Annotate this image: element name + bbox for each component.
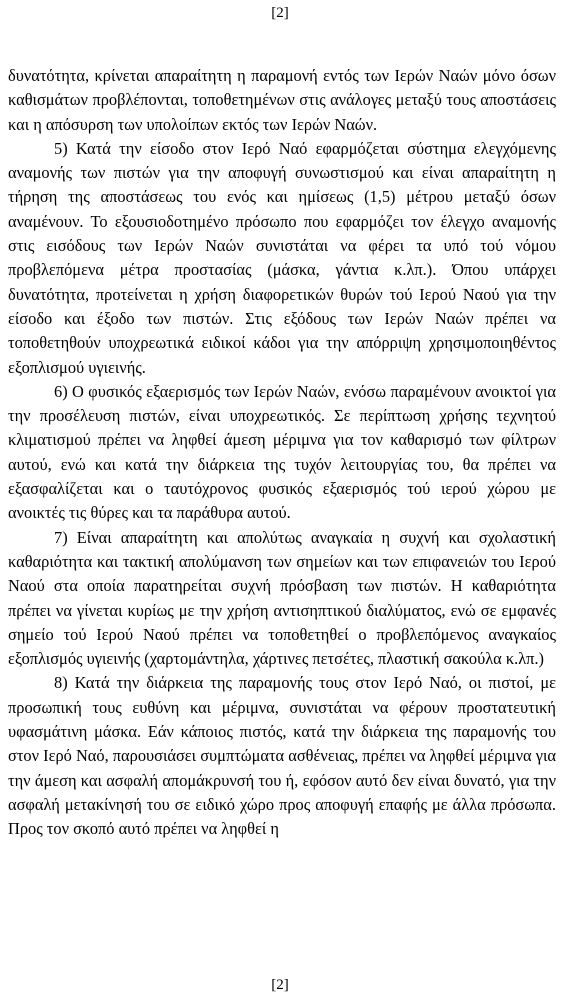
paragraph-item-7: 7) Είναι απαραίτητη και απολύτως αναγκαία η συχνή και σχολαστική καθαριότητα και τακτική απολύμανση των σημείων και των επιφανειών του Ιερού Ναού στα οποία παρατηρείται συχνή πρόσβαση των πιστών. Η καθαριότητα πρέπει να γίνεται κυρίως με την χρήση αντισηπτικού διαλύματος, ενώ σε εμφανές σημείο τού Ιερού Ναού πρέπει να τοποθετηθεί ο προβλεπόμενος αναγκαίος εξοπλισμός υγιεινής (χαρτομάντηλα, χάρτινες πετσέτες, πλαστική σακούλα κ.λπ.) <box>8 527 556 669</box>
paragraph-item-8: 8) Κατά την διάρκεια της παραμονής τους στον Ιερό Ναό, οι πιστοί, με προσωπική τους ευθύνη και μέριμνα, συνιστάται να φέρουν προστατευτική υφασμάτινη μάσκα. Εάν κάποιος πιστός, κατά την διάρκεια της παραμονής του στον Ιερό Ναό, παρουσιάσει συμπτώματα ασθένειας, πρέπει να ληφθεί μέριμνα για την άμεση και ασφαλή απομάκρυνσή του ή, εφόσον αυτό δεν είναι δυνατό, για την ασφαλή μετακίνησή του σε ειδικό χώρο προς αποφυγή επαφής με άλλα πρόσωπα. Προς τον σκοπό αυτό πρέπει να ληφθεί η <box>8 673 556 839</box>
paragraph-item-5: 5) Κατά την είσοδο στον Ιερό Ναό εφαρμόζεται σύστημα ελεγχόμενης αναμονής των πιστών για την αποφυγή συνωστισμού και είναι απαραίτητη η τήρηση της αποστάσεως του ενός και ημίσεως (1,5) μέτρου μεταξύ όσων αναμένουν. Το εξουσιοδοτημένο πρόσωπο που εφαρμόζει τον έλεγχο αναμονής στις εισόδους των Ιερών Ναών συνιστάται να φέρει τα υπό τού νόμου προβλεπόμενα μέτρα προστασίας (μάσκα, γάντια κ.λπ.). Όπου υπάρχει δυνατότητα, προτείνεται η χρήση διαφορετικών θυρών τού Ιερού Ναού για την είσοδο και έξοδο των πιστών. Στις εξόδους των Ιερών Ναών πρέπει να τοποθετηθούν υποχρεωτικά ειδικοί κάδοι για την απόρριψη χρησιμοποιηθέντος εξοπλισμού υγιεινής. <box>8 138 556 377</box>
page-number-bottom: [2] <box>271 977 289 993</box>
page-number-top: [2] <box>271 5 289 21</box>
paragraph-continuation: δυνατότητα, κρίνεται απαραίτητη η παραμονή εντός των Ιερών Ναών μόνο όσων καθισμάτων προβλέπονται, τοποθετημένων στις ανάλογες μεταξύ τους αποστάσεις και η απόσυρση των υπολοίπων εκτός των Ιερών Ναών. <box>8 66 556 134</box>
document-body <box>8 64 556 842</box>
paragraph-item-6: 6) Ο φυσικός εξαερισμός των Ιερών Ναών, ενόσω παραμένουν ανοικτοί για την προσέλευση πιστών, είναι υποχρεωτικός. Σε περίπτωση χρήσης τεχνητού κλιματισμού πρέπει να ληφθεί άμεση μέριμνα για τον καθαρισμό των φίλτρων αυτού, ενώ και κατά την διάρκεια της τυχόν λειτουργίας του, θα πρέπει να εξασφαλίζεται και ο ταυτόχρονος φυσικός εξαερισμός τού ιερού χώρου με ανοικτές τις θύρες και τα παράθυρα αυτού. <box>8 381 556 523</box>
